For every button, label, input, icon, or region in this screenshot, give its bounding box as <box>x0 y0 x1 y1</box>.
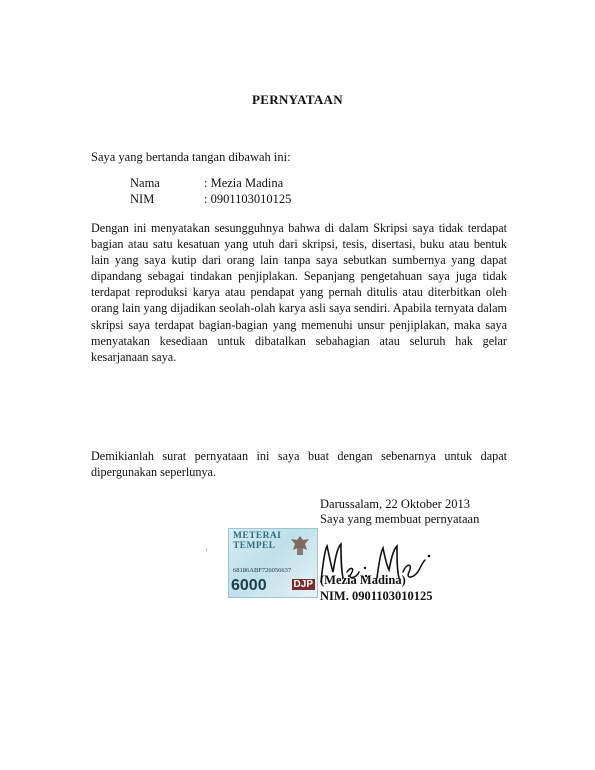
nim-field <box>130 192 291 207</box>
stamp-line2: TEMPEL <box>233 541 276 551</box>
stamp-djp: DJP <box>293 579 313 590</box>
name-value: : Mezia Madina <box>204 176 284 190</box>
closing-paragraph: Demikianlah surat pernyataan ini saya buat dengan sebenarnya untuk dapat dipergunakan seperlunya. <box>91 449 507 480</box>
name-field <box>130 176 283 191</box>
signer-nim: NIM. 0901103010125 <box>320 589 433 603</box>
intro-text: Saya yang bertanda tangan dibawah ini: <box>91 150 291 164</box>
meterai-stamp <box>228 528 318 598</box>
nim-label: NIM <box>130 192 155 206</box>
stamp-line1: METERAI <box>233 531 282 541</box>
signer-intro: Saya yang membuat pernyataan <box>320 512 480 526</box>
nim-value: : 0901103010125 <box>204 192 292 206</box>
stamp-value: 6000 <box>231 577 267 594</box>
name-label: Nama <box>130 176 160 190</box>
scan-speck <box>206 548 207 551</box>
place-date: Darussalam, 22 Oktober 2013 <box>320 497 470 511</box>
stamp-code: 68186ABF726056637 <box>233 567 292 574</box>
statement-body <box>91 220 507 365</box>
statement-paragraph: Dengan ini menyatakan sesungguhnya bahwa di dalam Skripsi saya tidak terdapat bagian atau satu kesatuan yang utuh dari skripsi, tesis, disertasi, buku atau bentuk lain yang saya kutip dari orang lain tanpa saya sebutkan sumbernya yang dapat dipandang sebagai tindakan penjiplakan. Sepanjang pengetahuan saya juga tidak terdapat reproduksi karya atau pendapat yang pernah ditulis atau diterbitkan oleh orang lain yang dijadikan seolah-olah karya asli saya sendiri. Apabila ternyata dalam skripsi saya terdapat bagian-bagian yang memenuhi unsur penjiplakan, maka saya menyatakan kesediaan untuk dibatalkan sebahagian atau seluruh hak gelar kesarjanaan saya. <box>91 221 507 364</box>
garuda-emblem-icon <box>287 533 313 559</box>
signer-name: (Mezia Madina) <box>320 573 406 587</box>
document-title: PERNYATAAN <box>252 92 343 107</box>
